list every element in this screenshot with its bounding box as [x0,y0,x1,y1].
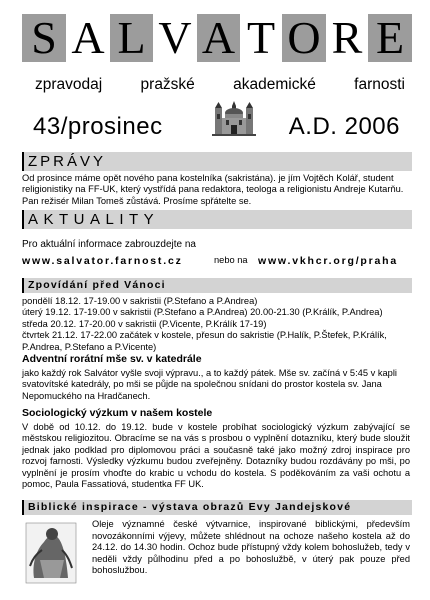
masthead-letter: L [110,14,153,62]
masthead-letter: A [197,14,240,62]
schedule-line: čtvrtek 21.12. 17-22.00 začátek v kostele, přesun do sakristie (P.Halík, P.Štefek, P.Králík, P.Andrea, P.Stefano a P.Vicente) [22,330,387,352]
link-vkhcr[interactable]: www.vkhcr.org/praha [258,255,399,267]
rorate-heading: Adventní rorátní mše sv. v katedrále [22,353,202,365]
section-header-zpravy [22,152,412,171]
subtitle-word: pražské [140,76,195,93]
subtitle-word: zpravodaj [35,76,103,93]
masthead-letter: R [331,12,363,63]
zpovidani-list [22,296,410,353]
masthead-letter: E [368,14,412,62]
schedule-line: úterý 19.12. 17-19.00 v sakristii (P.Stefano a P.Andrea) 20.00-21.30 (P.Králík, P.Andrea) [22,307,383,318]
section-header-aktuality [22,210,412,229]
painting-thumbnail [22,520,80,586]
subtitle [35,76,405,94]
schedule-line: pondělí 18.12. 17-19.00 v sakristii (P.Stefano a P.Andrea) [22,296,258,306]
section-title: AKTUALITY [28,211,160,228]
section-title: Biblické inspirace - výstava obrazů Evy Jandejskové [28,501,352,513]
masthead-letter: S [22,14,66,62]
subtitle-word: akademické [233,76,316,93]
masthead-letter: A [71,12,105,63]
section-title: Zpovídání před Vánoci [28,279,166,291]
aktuality-intro: Pro aktuální informace zabrouzdejte na [22,239,196,250]
zpravy-text: Od prosince máme opět nového pana kostelníka (sakristána). je jím Vojtěch Kolář, student religionistiky na FF-UK, který vystřídá pana redaktora, teologa a religionistu Andreje Kutarňu. Pan režisér Milan Tomeš zůstává. Prosíme spřátelte se. [22,173,404,206]
issue-number: 43/prosinec [33,113,163,140]
masthead [22,14,412,62]
link-salvator[interactable]: www.salvator.farnost.cz [22,255,183,267]
vyzkum-heading: Sociologický výzkum v našem kostele [22,407,213,419]
vyzkum-text: V době od 10.12. do 19.12. bude v kostele probíhat sociologický výzkum zabývající se městskou religiozitou. Obracíme se na vás s prosbou o vyplnění dotazníku, který bude sloužit jednak jako podklad pro diplomovou práci a současně také jako možný zdroj inspirace pro rozvoj farnosti. Výsledky výzkumu budou zveřejněny. Dotazníky budou rozdávány po mši, po vyplnění je prosím vhoďte do krabic u vchodu do kostela. S poděkováním za vaši ochotu a pomoc, Paula Fassatiová, studentka FF UK. [22,422,410,490]
year-label: A.D. 2006 [288,113,400,140]
church-icon [212,100,256,136]
section-header-zpovidani [22,278,412,293]
rorate-text: jako každý rok Salvátor vyšle svoji výpravu., a to každý pátek. Mše sv. začíná v 5:45 v kapli svatovítské katedrály, po mši se půjde na společnou snídani do prostor kostela sv. Jana Nepomuckého na Hradčanech. [22,368,397,401]
masthead-letter: V [158,12,192,63]
subtitle-word: farnosti [354,76,405,93]
links-separator: nebo na [214,255,248,265]
schedule-line: středa 20.12. 17-20.00 v sakristii (P.Vicente, P.Králík 17-19) [22,318,267,329]
section-header-inspirace [22,500,412,515]
section-title: ZPRÁVY [28,153,107,170]
inspirace-text: Oleje významné české výtvarnice, inspirované biblickými, především novozákonními výjevy, můžete shlédnout na ochoze našeho kostela až do 24.12. do 14.30 hodin. Ochoz bude přístupný vždy kolem bohoslužeb, tedy v neděli vždy půlhodinu před a po bohoslužbě, v úterý pak pouze před bohoslužbou. [92,519,410,575]
masthead-letter: T [246,12,276,63]
masthead-letter: O [282,14,326,62]
